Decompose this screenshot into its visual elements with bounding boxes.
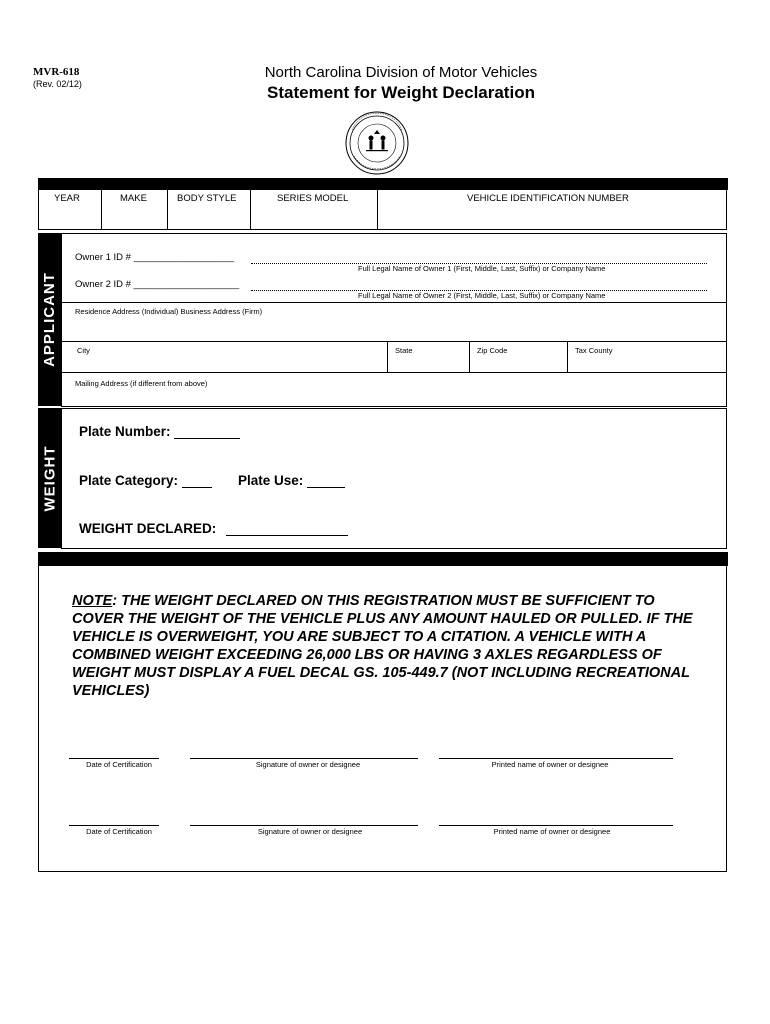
agency-name: North Carolina Division of Motor Vehicles [264, 64, 538, 81]
divider [250, 189, 251, 230]
plate-category-label: Plate Category: [79, 473, 179, 488]
form-code: MVR-618 [33, 66, 80, 78]
form-revision: (Rev. 02/12) [33, 79, 82, 89]
divider [387, 341, 388, 372]
printed-name-label: Printed name of owner or designee [491, 760, 609, 769]
owner2-id-field[interactable]: Owner 2 ID # ____________________ [75, 279, 240, 290]
divider [101, 189, 102, 230]
weight-label-text: WEIGHT [41, 445, 58, 511]
divider [377, 189, 378, 230]
owner2-name-hint: Full Legal Name of Owner 2 (First, Middle, Last, Suffix) or Company Name [358, 291, 606, 300]
date-label: Date of Certification [86, 827, 152, 836]
date-line[interactable] [69, 825, 159, 826]
plate-use-blank[interactable] [307, 475, 345, 488]
county-field[interactable]: Tax County [575, 346, 613, 355]
weight-side-label [38, 408, 61, 548]
note-text: : THE WEIGHT DECLARED ON THIS REGISTRATION MUST BE SUFFICIENT TO COVER THE WEIGHT OF THE VEHICLE PLUS ANY AMOUNT HAULED OR PULLED. IF THE VEHICLE IS OVERWEIGHT, YOU ARE SUBJECT TO A CITATION. A VEHICLE WITH A COMBINED WEIGHT EXCEEDING 26,000 LBS OR HAVING 3 AXLES REGARDLESS OF WEIGHT MUST DISPLAY A FUEL DECAL GS. 105-449.7 (NOT INCLUDING RECREATIONAL VEHICLES) [72, 593, 693, 699]
nc-state-seal-icon [344, 110, 410, 176]
plate-number-field[interactable] [79, 424, 240, 439]
signature-label: Signature of owner or designee [257, 827, 363, 836]
weight-declared-label: WEIGHT DECLARED: [79, 521, 217, 536]
printed-name-label: Printed name of owner or designee [493, 827, 611, 836]
plate-category-blank[interactable] [182, 475, 212, 488]
signature-label: Signature of owner or designee [255, 760, 361, 769]
plate-use-field[interactable] [238, 473, 345, 488]
certification-header-bar [38, 552, 728, 566]
col-body-style: BODY STYLE [177, 193, 237, 204]
weight-declared-field[interactable] [79, 521, 348, 536]
divider [469, 341, 470, 372]
mailing-address-field[interactable]: Mailing Address (if different from above) [75, 379, 208, 388]
form-title: Statement for Weight Declaration [267, 83, 535, 102]
applicant-side-label [38, 233, 61, 406]
col-make: MAKE [120, 193, 147, 204]
owner1-name-hint: Full Legal Name of Owner 1 (First, Middle, Last, Suffix) or Company Name [358, 264, 606, 273]
signature-line[interactable] [190, 825, 418, 826]
note-prefix: NOTE [72, 593, 113, 609]
applicant-label-text: APPLICANT [41, 272, 58, 367]
plate-category-field[interactable] [79, 473, 212, 488]
plate-use-label: Plate Use: [238, 473, 304, 488]
printed-name-line[interactable] [439, 758, 673, 759]
divider [61, 341, 727, 342]
state-field[interactable]: State [395, 346, 413, 355]
col-series-model: SERIES MODEL [277, 193, 349, 204]
residence-address-field[interactable]: Residence Address (Individual) Business Address (Firm) [75, 307, 263, 316]
weight-declared-blank[interactable] [226, 523, 348, 536]
weight-note [72, 592, 702, 700]
col-vin: VEHICLE IDENTIFICATION NUMBER [467, 193, 629, 204]
city-field[interactable]: City [77, 346, 90, 355]
zip-field[interactable]: Zip Code [477, 346, 508, 355]
date-line[interactable] [69, 758, 159, 759]
plate-number-blank[interactable] [174, 426, 240, 439]
divider [61, 372, 727, 373]
divider [61, 302, 727, 303]
plate-number-label: Plate Number: [79, 424, 171, 439]
divider [567, 341, 568, 372]
date-label: Date of Certification [86, 760, 152, 769]
printed-name-line[interactable] [439, 825, 673, 826]
owner1-id-field[interactable]: Owner 1 ID # ___________________ [75, 252, 234, 263]
divider [167, 189, 168, 230]
col-year: YEAR [54, 193, 80, 204]
signature-line[interactable] [190, 758, 418, 759]
